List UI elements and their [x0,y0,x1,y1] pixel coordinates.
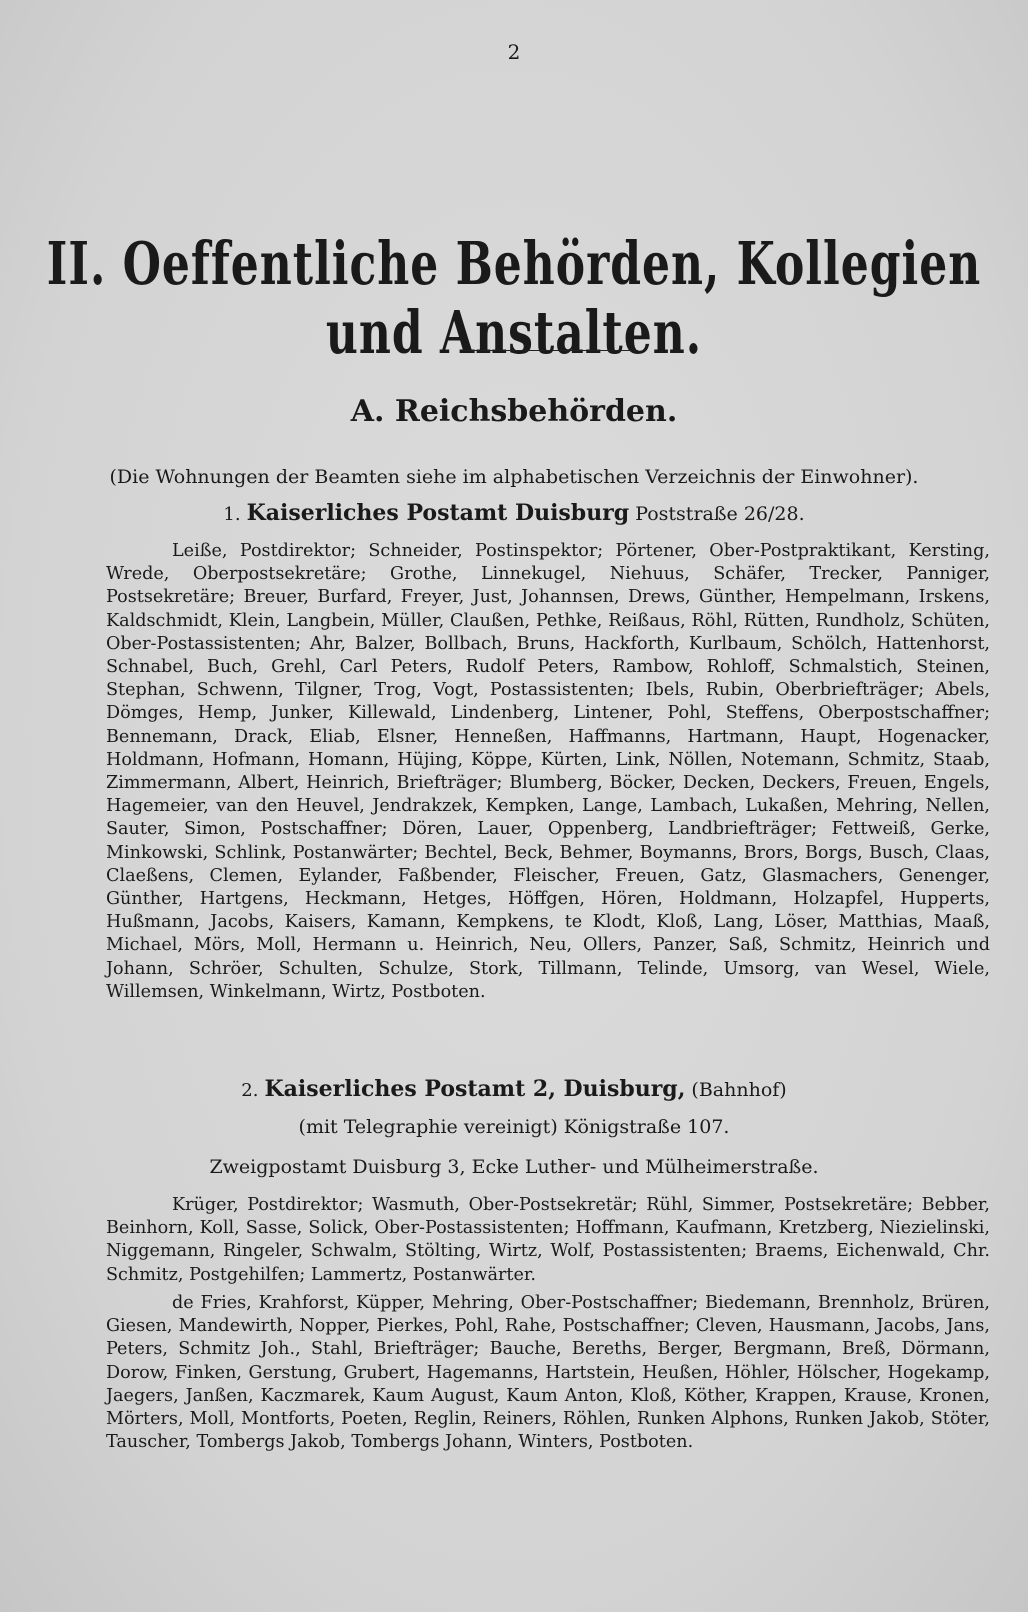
entry-1-address: Poststraße 26/28. [635,503,805,525]
entry-2-telegraph-line: (mit Telegraphie vereinigt) Königstraße 107. [298,1116,730,1138]
part-title: II. Oeffentliche Behörden, Kollegien und Anstalten. [46,230,982,368]
entry-1-staff: Leiße, Postdirektor; Schneider, Postinspektor; Pörtener, Ober-Postpraktikant, Kersting, Wrede, Oberpostsekretäre; Grothe, Linnekugel, Niehuus, Schäfer, Trecker, Panniger, Postsekretäre; Breuer, Burfard, Freyer, Just, Johannsen, Drews, Günther, Hempelmann, Irskens, Kaldschmidt, Klein, Langbein, Müller, Claußen, Pethke, Reißaus, Röhl, Rütten, Rundholz, Schüten, Ober-Postassistenten; Ahr, Balzer, Bollbach, Bruns, Hackforth, Kurlbaum, Schölch, Hattenhorst, Schnabel, Buch, Grehl, Carl Peters, Rudolf Peters, Rambow, Rohloff, Schmalstich, Steinen, Stephan, Schwenn, Tilgner, Trog, Vogt, Postassistenten; Ibels, Rubin, Oberbriefträger; Abels, Dömges, Hemp, Junker, Killewald, Lindenberg, Lintener, Pohl, Steffens, Oberpostschaffner; Bennemann, Drack, Eliab, Elsner, Henneßen, Haffmanns, Hartmann, Haupt, Hogenacker, Holdmann, Hofmann, Homann, Hüjing, Köppe, Kürten, Link, Nöllen, Notemann, Schmitz, Staab, Zimmermann, Albert, Heinrich, Briefträger; Blumberg, Böcker, Decken, Deckers, Freuen, Engels, Hagemeier, van den Heuvel, Jendrakzek, Kempken, Lange, Lambach, Lukaßen, Mehring, Nellen, Sauter, Simon, Postschaffner; Dören, Lauer, Oppenberg, Landbriefträger; Fettweiß, Gerke, Minkowski, Schlink, Postanwärter; Bechtel, Beck, Behmer, Boymanns, Brors, Borgs, Busch, Claas, Claeßens, Clemen, Eylander, Faßbender, Fleischer, Freuen, Gatz, Glasmachers, Genenger, Günther, Hartgens, Heckmann, Hetges, Höffgen, Hören, Holdmann, Holzapfel, Hupperts, Hußmann, Jacobs, Kaisers, Kamann, Kempkens, te Klodt, Kloß, Lang, Löser, Matthias, Maaß, Michael, Mörs, Moll, Hermann u. Heinrich, Neu, Ollers, Panzer, Saß, Schmitz, Heinrich und Johann, Schröer, Schulten, Schulze, Stork, Tillmann, Telinde, Umsorg, van Wesel, Wiele, Willemsen, Winkelmann, Wirtz, Postboten. [106,541,990,1002]
entry-2-staff-officials: Krüger, Postdirektor; Wasmuth, Ober-Postsekretär; Rühl, Simmer, Postsekretäre; Bebber, Beinhorn, Koll, Sasse, Solick, Ober-Postassistenten; Hoffmann, Kaufmann, Kretzberg, Niezielinski, Niggemann, Ringeler, Schwalm, Stölting, Wirtz, Wolf, Postassistenten; Braems, Eichenwald, Chr. Schmitz, Postgehilfen; Lammertz, Postanwärter. [106,1195,990,1285]
divider-rule [462,350,638,351]
entry-2-staff-carriers: de Fries, Krahforst, Küpper, Mehring, Ober-Postschaffner; Biedemann, Brennholz, Brüren, Giesen, Mandewirth, Nopper, Pierkes, Pohl, Rahe, Postschaffner; Cleven, Hausmann, Jacobs, Jans, Peters, Schmitz Joh., Stahl, Briefträger; Bauche, Bereths, Berger, Bergmann, Breß, Dörmann, Dorow, Finken, Gerstung, Grubert, Hagemanns, Hartstein, Heußen, Höhler, Hölscher, Hogekamp, Jaegers, Janßen, Kaczmarek, Kaum August, Kaum Anton, Kloß, Köther, Krappen, Krause, Kronen, Mörters, Moll, Montforts, Poeten, Reglin, Reiners, Röhlen, Runken Alphons, Runken Jakob, Stöter, Tauscher, Tombergs Jakob, Tombergs Johann, Winters, Postboten. [106,1293,990,1453]
entry-1-number: 1. [223,504,241,525]
page-number: 2 [507,40,521,64]
entry-1-name: Kaiserliches Postamt Duisburg [246,500,630,526]
entry-2-number: 2. [241,1080,259,1101]
entry-2-location: (Bahnhof) [691,1079,787,1101]
entry-1-heading [0,500,1028,526]
entry-2-heading [0,1076,1028,1102]
entry-2-branch-office: Zweigpostamt Duisburg 3, Ecke Luther- und Mülheimerstraße. [209,1156,819,1178]
residence-note: (Die Wohnungen der Beamten siehe im alphabetischen Verzeichnis der Einwohner). [109,466,919,488]
entry-2-name: Kaiserliches Postamt 2, Duisburg, [264,1076,686,1102]
section-title: A. Reichsbehörden. [350,394,678,429]
